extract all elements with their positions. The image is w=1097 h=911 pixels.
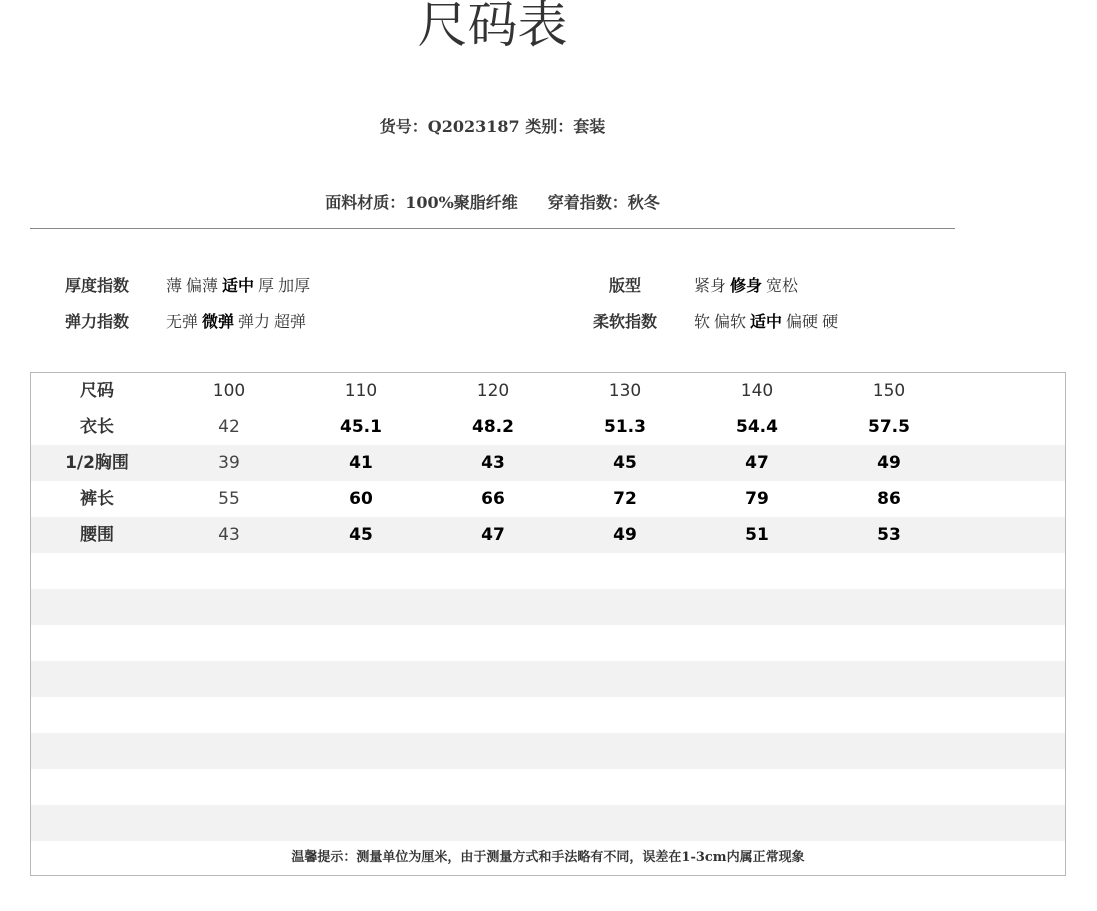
size-header-cell: 150 xyxy=(872,381,906,401)
wear-season-text: 穿着指数：秋冬 xyxy=(547,193,660,212)
size-header-cell: 110 xyxy=(344,381,378,401)
index-option: 弹力 xyxy=(238,312,271,331)
measurement-cell: 57.5 xyxy=(868,417,910,437)
measurement-cell: 43 xyxy=(481,453,505,473)
measurement-cell: 39 xyxy=(218,453,240,473)
softness-index-label: 柔软指数 xyxy=(592,312,657,331)
measurement-cell: 72 xyxy=(613,489,637,509)
table-row xyxy=(31,481,1065,517)
index-option: 加厚 xyxy=(278,276,311,295)
index-option: 适中 xyxy=(222,276,255,295)
index-option: 超弹 xyxy=(274,312,307,331)
index-option: 适中 xyxy=(750,312,783,331)
table-row xyxy=(31,661,1065,697)
table-row xyxy=(31,625,1065,661)
measurement-cell: 66 xyxy=(481,489,505,509)
measurement-cell: 41 xyxy=(349,453,373,473)
measurement-cell: 53 xyxy=(877,525,901,545)
index-option: 微弹 xyxy=(202,312,235,331)
measurement-cell: 42 xyxy=(218,417,240,437)
measurement-cell: 43 xyxy=(218,525,240,545)
measurement-cell: 49 xyxy=(613,525,637,545)
measurement-note: 温馨提示：测量单位为厘米，由于测量方式和手法略有不同，误差在1-3cm内属正常现象 xyxy=(291,850,805,865)
row-label: 1/2胸围 xyxy=(65,453,129,473)
row-label: 裤长 xyxy=(80,489,114,509)
fit-options xyxy=(694,273,802,296)
elasticity-index-label: 弹力指数 xyxy=(64,312,129,331)
measurement-cell: 49 xyxy=(877,453,901,473)
table-row xyxy=(31,553,1065,589)
index-option: 无弹 xyxy=(166,312,199,331)
index-option: 偏硬 xyxy=(786,312,819,331)
table-row xyxy=(31,805,1065,841)
size-header-cell: 120 xyxy=(476,381,510,401)
measurement-cell: 47 xyxy=(745,453,769,473)
size-header-cell: 100 xyxy=(212,381,246,401)
row-label: 衣长 xyxy=(80,417,114,437)
fit-label: 版型 xyxy=(608,276,641,295)
index-option: 紧身 xyxy=(694,276,727,295)
size-table xyxy=(30,372,1066,876)
measurement-cell: 47 xyxy=(481,525,505,545)
header-divider xyxy=(30,228,955,229)
size-header-cell: 130 xyxy=(608,381,642,401)
table-row xyxy=(31,589,1065,625)
index-option: 硬 xyxy=(822,312,839,331)
table-row xyxy=(31,409,1065,445)
size-table-header-row xyxy=(31,373,1065,409)
index-option: 软 xyxy=(694,312,711,331)
measurement-cell: 51 xyxy=(745,525,769,545)
table-row xyxy=(31,697,1065,733)
index-option: 偏软 xyxy=(714,312,747,331)
measurement-cell: 86 xyxy=(877,489,901,509)
index-option: 厚 xyxy=(258,276,275,295)
material-text: 面料材质：100%聚脂纤维 xyxy=(325,193,518,212)
measurement-cell: 45 xyxy=(349,525,373,545)
table-row xyxy=(31,769,1065,805)
index-option: 偏薄 xyxy=(186,276,219,295)
softness-index-options xyxy=(694,309,842,332)
table-row xyxy=(31,445,1065,481)
size-header-cell: 140 xyxy=(740,381,774,401)
thickness-index-options xyxy=(166,273,314,296)
measurement-cell: 48.2 xyxy=(472,417,514,437)
item-info: 货号：Q2023187 类别：套装 xyxy=(379,117,606,136)
row-label: 尺码 xyxy=(80,381,114,401)
table-row xyxy=(31,733,1065,769)
measurement-cell: 79 xyxy=(745,489,769,509)
measurement-cell: 45 xyxy=(613,453,637,473)
measurement-cell: 60 xyxy=(349,489,373,509)
table-row xyxy=(31,517,1065,553)
measurement-cell: 54.4 xyxy=(736,417,778,437)
index-option: 薄 xyxy=(166,276,183,295)
measurement-cell: 51.3 xyxy=(604,417,646,437)
page-title: 尺码表 xyxy=(417,0,568,54)
material-info xyxy=(0,190,985,213)
index-option: 宽松 xyxy=(766,276,799,295)
elasticity-index-options xyxy=(166,309,310,332)
thickness-index-label: 厚度指数 xyxy=(64,276,129,295)
index-option: 修身 xyxy=(730,276,763,295)
row-label: 腰围 xyxy=(80,525,114,545)
measurement-cell: 45.1 xyxy=(340,417,382,437)
measurement-cell: 55 xyxy=(218,489,240,509)
